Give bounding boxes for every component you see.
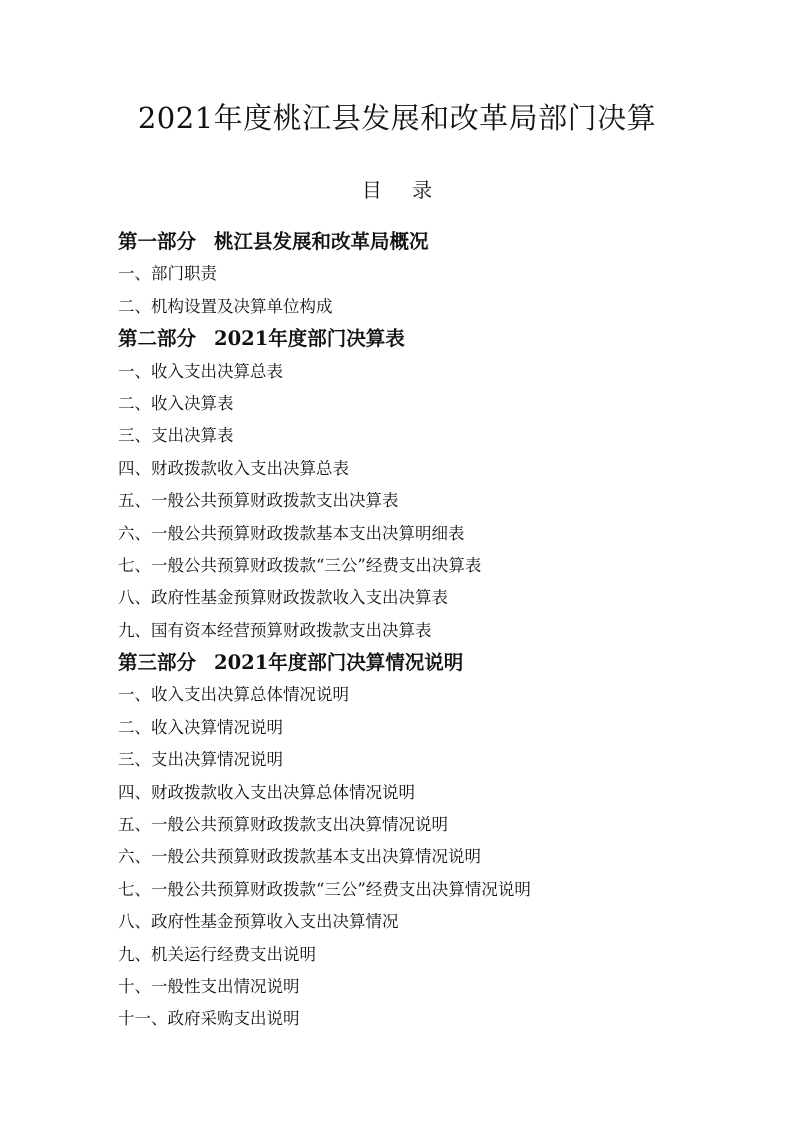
toc-item: 一、收入支出决算总体情况说明 bbox=[118, 685, 349, 705]
toc-item: 八、政府性基金预算财政拨款收入支出决算表 bbox=[118, 588, 448, 608]
toc-item: 四、财政拨款收入支出决算总体情况说明 bbox=[118, 782, 415, 802]
table-of-contents bbox=[118, 226, 738, 1036]
toc-item: 三、支出决算情况说明 bbox=[118, 750, 283, 770]
toc-item: 六、一般公共预算财政拨款基本支出决算明细表 bbox=[118, 523, 465, 543]
toc-item: 二、收入决算表 bbox=[118, 393, 234, 413]
toc-part-2 bbox=[118, 323, 738, 355]
toc-item: 五、一般公共预算财政拨款支出决算表 bbox=[118, 491, 399, 511]
toc-part-title: 2021年度部门决算情况说明 bbox=[214, 651, 464, 675]
toc-item: 五、一般公共预算财政拨款支出决算情况说明 bbox=[118, 815, 448, 835]
toc-part-title: 2021年度部门决算表 bbox=[214, 327, 405, 351]
toc-item: 一、收入支出决算总表 bbox=[118, 361, 283, 381]
toc-part-title: 桃江县发展和改革局概况 bbox=[214, 230, 429, 253]
toc-item: 十、一般性支出情况说明 bbox=[118, 976, 300, 996]
toc-part-3 bbox=[118, 647, 738, 679]
toc-item: 一、部门职责 bbox=[118, 264, 217, 284]
toc-heading: 目 录 bbox=[361, 178, 445, 202]
toc-item: 八、政府性基金预算收入支出决算情况 bbox=[118, 912, 399, 932]
toc-item: 七、一般公共预算财政拨款“三公”经费支出决算表 bbox=[118, 555, 482, 575]
document-title: 2021年度桃江县发展和改革局部门决算 bbox=[137, 101, 657, 135]
toc-item: 九、国有资本经营预算财政拨款支出决算表 bbox=[118, 620, 432, 640]
toc-item: 七、一般公共预算财政拨款“三公”经费支出决算情况说明 bbox=[118, 879, 531, 899]
toc-part-1 bbox=[118, 226, 738, 258]
toc-part-number: 第二部分 bbox=[118, 327, 197, 351]
toc-item: 十一、政府采购支出说明 bbox=[118, 1009, 300, 1029]
toc-item: 六、一般公共预算财政拨款基本支出决算情况说明 bbox=[118, 847, 481, 867]
toc-part-number: 第三部分 bbox=[118, 651, 197, 675]
toc-item: 三、支出决算表 bbox=[118, 426, 234, 446]
toc-part-number: 第一部分 bbox=[118, 230, 197, 253]
toc-item: 二、机构设置及决算单位构成 bbox=[118, 296, 333, 316]
toc-item: 四、财政拨款收入支出决算总表 bbox=[118, 458, 349, 478]
toc-item: 二、收入决算情况说明 bbox=[118, 717, 283, 737]
toc-item: 九、机关运行经费支出说明 bbox=[118, 944, 316, 964]
